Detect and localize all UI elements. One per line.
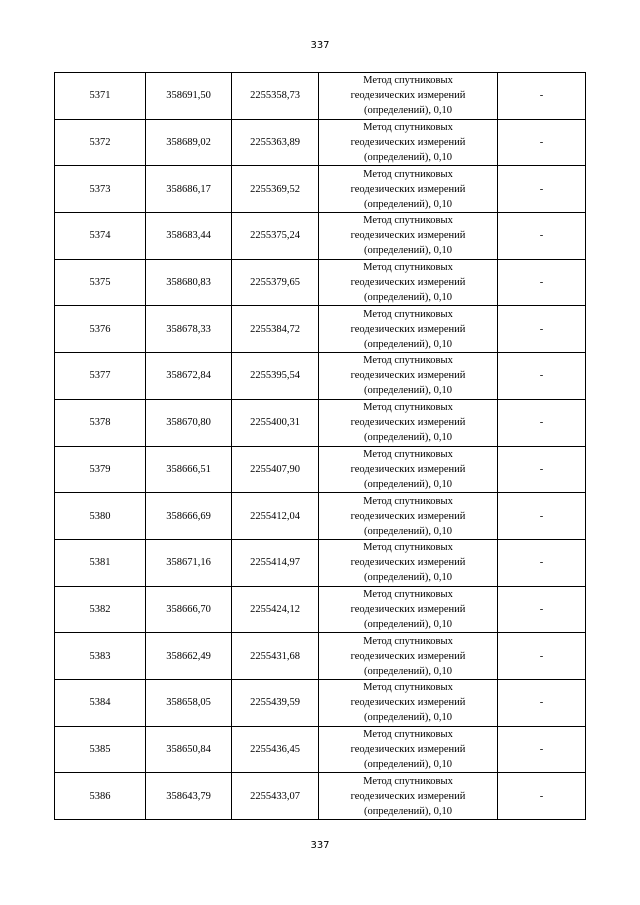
method-line: (определений), 0,10 (363, 105, 453, 117)
method-line: (определений), 0,10 (363, 525, 453, 537)
method-cell (319, 213, 498, 260)
point-number-cell: 5376 (55, 306, 146, 353)
table-row (55, 119, 586, 166)
table-row (55, 633, 586, 680)
x-coordinate-cell: 358689,02 (146, 119, 232, 166)
coordinates-table-body (55, 73, 586, 820)
method-line: Метод спутниковых (363, 215, 453, 227)
method-line: (определений), 0,10 (363, 245, 453, 257)
method-cell (319, 73, 498, 120)
method-line: (определений), 0,10 (363, 805, 453, 817)
x-coordinate-cell: 358678,33 (146, 306, 232, 353)
point-number-cell: 5372 (55, 119, 146, 166)
method-line: (определений), 0,10 (363, 152, 453, 164)
x-coordinate-cell: 358658,05 (146, 679, 232, 726)
method-line: Метод спутниковых (363, 728, 453, 740)
x-coordinate-cell: 358650,84 (146, 726, 232, 773)
point-number-cell: 5378 (55, 399, 146, 446)
y-coordinate-cell: 2255414,97 (232, 539, 319, 586)
method-cell (319, 259, 498, 306)
point-number-cell: 5374 (55, 213, 146, 260)
y-coordinate-cell: 2255384,72 (232, 306, 319, 353)
y-coordinate-cell: 2255358,73 (232, 73, 319, 120)
table-row (55, 586, 586, 633)
table-row (55, 73, 586, 120)
table-row (55, 353, 586, 400)
method-cell (319, 586, 498, 633)
method-cell (319, 306, 498, 353)
method-cell (319, 633, 498, 680)
page-number-top: 337 (310, 40, 330, 51)
method-line: Метод спутниковых (363, 448, 453, 460)
method-line: (определений), 0,10 (363, 432, 453, 444)
point-number-cell: 5383 (55, 633, 146, 680)
table-row (55, 679, 586, 726)
point-number-cell: 5373 (55, 166, 146, 213)
table-row (55, 166, 586, 213)
note-cell: - (498, 119, 586, 166)
x-coordinate-cell: 358683,44 (146, 213, 232, 260)
note-cell: - (498, 259, 586, 306)
method-cell (319, 119, 498, 166)
note-cell: - (498, 446, 586, 493)
page-number-bottom: 337 (310, 840, 330, 851)
method-line: геодезических измерений (350, 510, 466, 522)
method-cell (319, 679, 498, 726)
method-line: геодезических измерений (350, 697, 466, 709)
method-line: геодезических измерений (350, 603, 466, 615)
point-number-cell: 5377 (55, 353, 146, 400)
table-row (55, 773, 586, 820)
method-line: (определений), 0,10 (363, 338, 453, 350)
method-line: (определений), 0,10 (363, 572, 453, 584)
method-line: Метод спутниковых (363, 588, 453, 600)
method-line: геодезических измерений (350, 277, 466, 289)
method-line: (определений), 0,10 (363, 665, 453, 677)
table-row (55, 306, 586, 353)
y-coordinate-cell: 2255395,54 (232, 353, 319, 400)
method-line: Метод спутниковых (363, 168, 453, 180)
note-cell: - (498, 306, 586, 353)
method-line: Метод спутниковых (363, 775, 453, 787)
x-coordinate-cell: 358680,83 (146, 259, 232, 306)
y-coordinate-cell: 2255436,45 (232, 726, 319, 773)
note-cell: - (498, 213, 586, 260)
note-cell: - (498, 399, 586, 446)
method-cell (319, 353, 498, 400)
method-line: (определений), 0,10 (363, 385, 453, 397)
method-cell (319, 493, 498, 540)
note-cell: - (498, 539, 586, 586)
method-line: геодезических измерений (350, 463, 466, 475)
x-coordinate-cell: 358671,16 (146, 539, 232, 586)
x-coordinate-cell: 358662,49 (146, 633, 232, 680)
method-line: геодезических измерений (350, 90, 466, 102)
y-coordinate-cell: 2255375,24 (232, 213, 319, 260)
method-line: Метод спутниковых (363, 682, 453, 694)
y-coordinate-cell: 2255433,07 (232, 773, 319, 820)
note-cell: - (498, 633, 586, 680)
table-row (55, 213, 586, 260)
method-line: (определений), 0,10 (363, 758, 453, 770)
y-coordinate-cell: 2255439,59 (232, 679, 319, 726)
y-coordinate-cell: 2255412,04 (232, 493, 319, 540)
point-number-cell: 5384 (55, 679, 146, 726)
point-number-cell: 5386 (55, 773, 146, 820)
x-coordinate-cell: 358643,79 (146, 773, 232, 820)
note-cell: - (498, 773, 586, 820)
x-coordinate-cell: 358691,50 (146, 73, 232, 120)
method-line: геодезических измерений (350, 743, 466, 755)
table-row (55, 539, 586, 586)
note-cell: - (498, 679, 586, 726)
method-cell (319, 773, 498, 820)
note-cell: - (498, 493, 586, 540)
method-line: геодезических измерений (350, 370, 466, 382)
method-cell (319, 539, 498, 586)
method-line: (определений), 0,10 (363, 478, 453, 490)
point-number-cell: 5380 (55, 493, 146, 540)
method-cell (319, 446, 498, 493)
note-cell: - (498, 586, 586, 633)
y-coordinate-cell: 2255431,68 (232, 633, 319, 680)
note-cell: - (498, 166, 586, 213)
point-number-cell: 5375 (55, 259, 146, 306)
method-line: Метод спутниковых (363, 495, 453, 507)
method-line: Метод спутниковых (363, 542, 453, 554)
table-row (55, 726, 586, 773)
method-line: (определений), 0,10 (363, 292, 453, 304)
point-number-cell: 5381 (55, 539, 146, 586)
method-line: (определений), 0,10 (363, 712, 453, 724)
note-cell: - (498, 726, 586, 773)
method-line: Метод спутниковых (363, 308, 453, 320)
y-coordinate-cell: 2255369,52 (232, 166, 319, 213)
note-cell: - (498, 353, 586, 400)
x-coordinate-cell: 358686,17 (146, 166, 232, 213)
method-line: геодезических измерений (350, 557, 466, 569)
method-line: Метод спутниковых (363, 402, 453, 414)
method-line: геодезических измерений (350, 790, 466, 802)
point-number-cell: 5385 (55, 726, 146, 773)
method-line: геодезических измерений (350, 323, 466, 335)
method-cell (319, 726, 498, 773)
y-coordinate-cell: 2255400,31 (232, 399, 319, 446)
x-coordinate-cell: 358666,69 (146, 493, 232, 540)
point-number-cell: 5382 (55, 586, 146, 633)
table-row (55, 399, 586, 446)
table-row (55, 493, 586, 540)
coordinates-table (54, 72, 586, 820)
method-line: (определений), 0,10 (363, 618, 453, 630)
x-coordinate-cell: 358672,84 (146, 353, 232, 400)
table-row (55, 446, 586, 493)
x-coordinate-cell: 358666,51 (146, 446, 232, 493)
method-cell (319, 399, 498, 446)
method-line: Метод спутниковых (363, 635, 453, 647)
y-coordinate-cell: 2255424,12 (232, 586, 319, 633)
method-line: геодезических измерений (350, 417, 466, 429)
y-coordinate-cell: 2255379,65 (232, 259, 319, 306)
x-coordinate-cell: 358670,80 (146, 399, 232, 446)
method-line: геодезических измерений (350, 650, 466, 662)
method-line: Метод спутниковых (363, 355, 453, 367)
method-line: (определений), 0,10 (363, 198, 453, 210)
method-cell (319, 166, 498, 213)
point-number-cell: 5379 (55, 446, 146, 493)
y-coordinate-cell: 2255407,90 (232, 446, 319, 493)
method-line: геодезических измерений (350, 230, 466, 242)
note-cell: - (498, 73, 586, 120)
table-row (55, 259, 586, 306)
method-line: геодезических измерений (350, 137, 466, 149)
method-line: геодезических измерений (350, 183, 466, 195)
point-number-cell: 5371 (55, 73, 146, 120)
method-line: Метод спутниковых (363, 262, 453, 274)
method-line: Метод спутниковых (363, 75, 453, 87)
x-coordinate-cell: 358666,70 (146, 586, 232, 633)
y-coordinate-cell: 2255363,89 (232, 119, 319, 166)
method-line: Метод спутниковых (363, 122, 453, 134)
